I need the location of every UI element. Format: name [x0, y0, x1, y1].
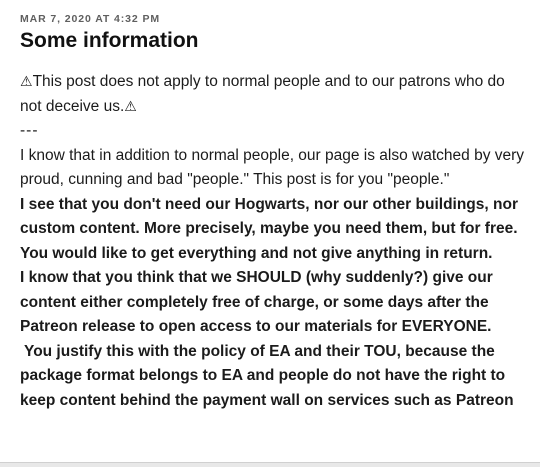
bold-paragraph: You justify this with the policy of EA and their TOU, because the package format belongs to EA and people do not have the right to keep content behind the payment wall on services such as Patreon — [20, 342, 514, 409]
warning-paragraph — [20, 70, 526, 119]
bold-paragraph: I see that you don't need our Hogwarts, nor our other buildings, nor custom content. More precisely, maybe you need them, but for free. You would like to get everything and not give anything in return. — [20, 195, 518, 262]
warning-triangle-icon: ⚠ — [124, 98, 137, 115]
warning-triangle-icon: ⚠ — [20, 74, 33, 90]
warning-text: This post does not apply to normal people and to our patrons who do not deceive us. — [20, 73, 505, 115]
page-scroll-edge — [0, 462, 540, 467]
divider-text: --- — [20, 122, 39, 139]
intro-paragraph: I know that in addition to normal people, our page is also watched by very proud, cunning and bad "people." This post is for you "people." — [20, 146, 525, 188]
post-title: Some information — [20, 29, 199, 52]
post-date: MAR 7, 2020 AT 4:32 PM — [20, 13, 161, 25]
bold-paragraph: I know that you think that we SHOULD (why suddenly?) give our content either completely free of charge, or some days after the Patreon release to open access to our materials for EVERYONE. — [20, 269, 493, 335]
post-body — [20, 70, 526, 413]
